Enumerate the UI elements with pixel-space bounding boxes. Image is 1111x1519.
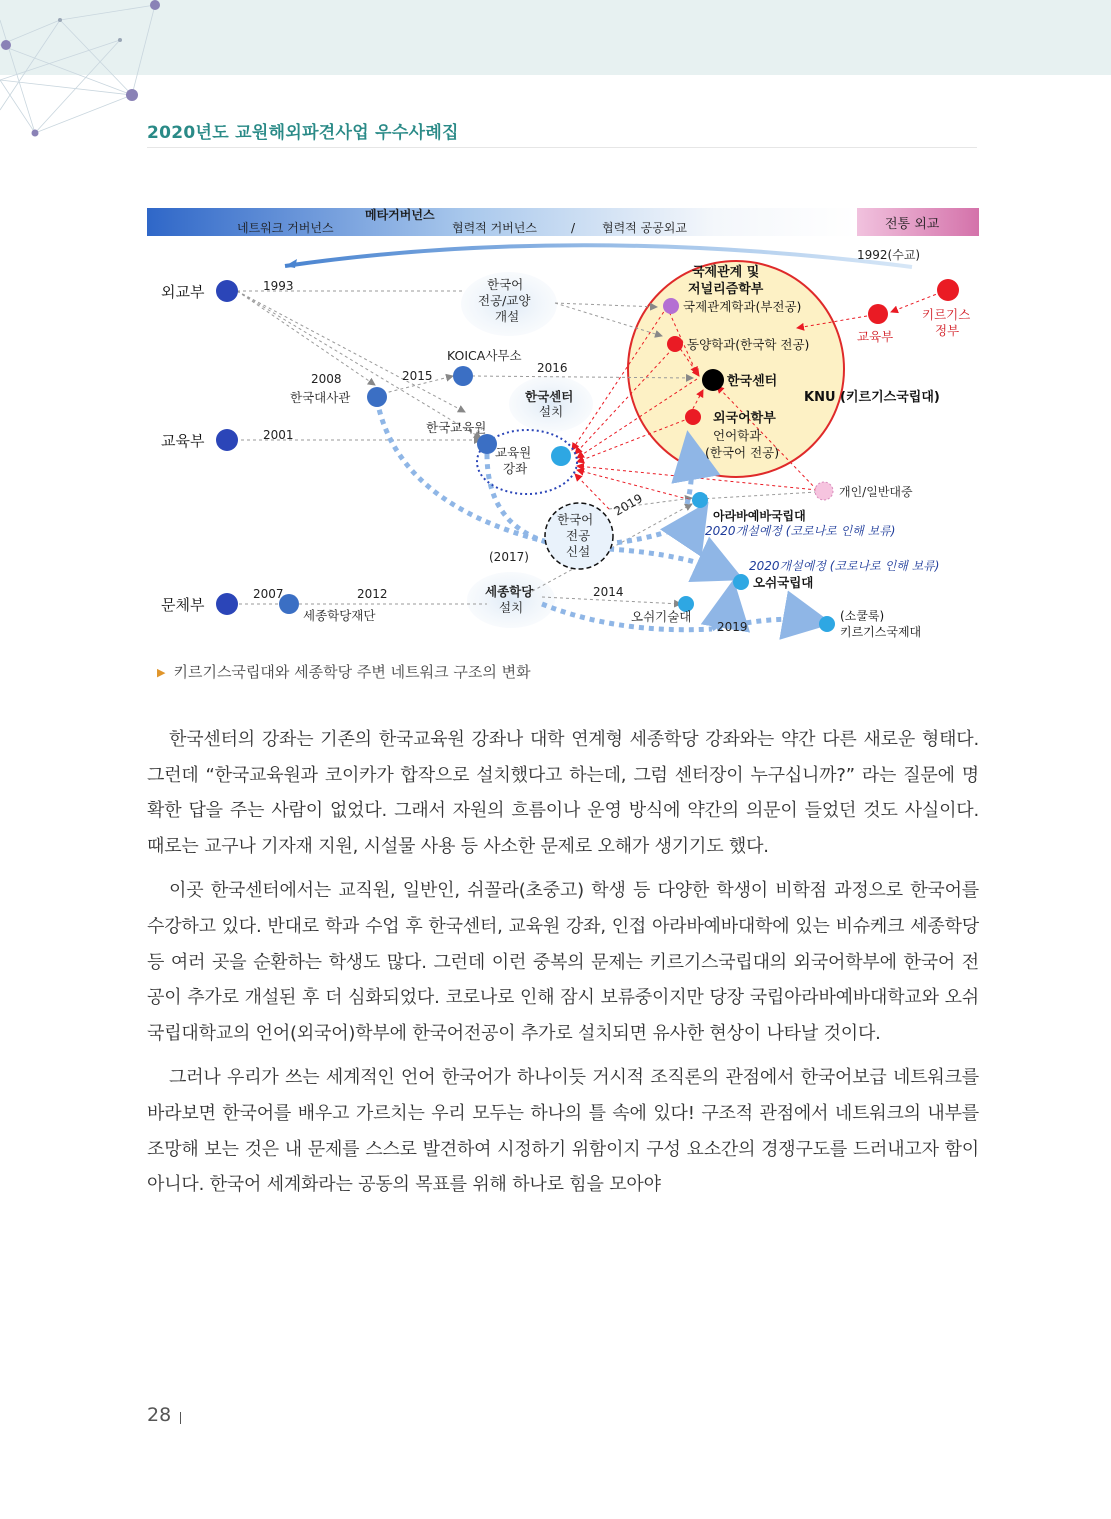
label-kedu: 한국교육원 [426,420,487,435]
label-ir-dept: 국제관계학과(부전공) [683,299,802,314]
label-osh-note: 2020개설예정 (코로나로 인해 보류) [749,559,940,573]
network-diagram [147,204,979,646]
label-new-major-3: 신설 [566,544,591,559]
label-kyrgyz-gov-1: 키르기스 [922,307,971,322]
label-oriental-dept: 동양학과(한국학 전공) [687,337,810,352]
year-2014: 2014 [593,585,624,599]
banner-public-diplomacy: 협력적 공공외교 [602,221,687,235]
banner-network-governance: 네트워크 거버넌스 [237,221,334,235]
banner-slash: / [571,221,576,235]
node-embassy [367,387,387,407]
label-int-univ-2: 키르기스국제대 [840,625,922,639]
label-korea-center: 한국센터 [727,374,778,389]
node-kedu [477,434,497,454]
paragraph: 그러나 우리가 쓰는 세계적인 언어 한국어가 하나이듯 거시적 조직론의 관점에서 한국어보급 네트워크를 바라보면 한국어를 배우고 가르치는 우리 모두는 하나의 틀 속에 있다! 구조적 관점에서 네트워크의 내부를 조망해 보는 것은 내 문제를 스스로 발견하여 시정하기 위함이지 구성 요소간의 경쟁구도를 드러내고자 함이 아니다. 한국어 세계화라는 공동의 목표를 위해 하나로 힘을 모아야 [147,1067,979,1196]
header-title: 2020년도 교원해외파견사업 우수사례집 [147,123,459,143]
node-oriental-dept [667,336,683,352]
label-culture-ministry: 문체부 [161,596,205,614]
label-korean-major-3: 개설 [495,309,520,324]
label-ir-school-1: 국제관계 및 [692,265,760,280]
year-1992: 1992(수교) [857,248,921,262]
label-arabaev: 아라바예바국립대 [713,509,806,523]
year-2012: 2012 [357,587,388,601]
page-number: 28 [147,1404,172,1426]
banner-cooperative-governance: 협력적 거버넌스 [452,221,537,235]
label-kedu-course-2: 강좌 [503,461,528,476]
label-ir-school-2: 저널리즘학부 [688,282,764,297]
label-korean-major-1: 한국어 [487,277,524,292]
caption-text: 키르기스국립대와 세종학당 주변 네트워크 구조의 변화 [173,663,531,681]
label-new-major-1: 한국어 [557,512,594,527]
label-koica: KOICA사무소 [447,348,522,363]
label-embassy: 한국대사관 [290,390,351,405]
label-center-install-2: 설치 [539,404,564,419]
year-2001: 2001 [263,428,294,442]
label-kedu-course-1: 교육원 [495,445,532,460]
year-2019-arabaev: 2019 [611,491,645,519]
year-1993: 1993 [263,279,294,293]
label-lang-dept-1: 언어학과 [713,428,762,443]
label-kyrgyz-gov-2: 정부 [935,323,960,338]
node-korea-center [702,369,724,391]
year-2007: 2007 [253,587,284,601]
node-ir-dept [663,298,679,314]
figure-caption [157,661,531,682]
label-kyrgyz-edu-ministry: 교육부 [857,329,894,344]
node-foreign-ministry [216,280,238,302]
label-korean-major-2: 전공/교양 [478,293,531,308]
year-2019-osh: 2019 [717,620,748,634]
label-sejong-install-2: 설치 [499,600,524,615]
body-text [147,722,979,1212]
caption-triangle-icon: ▶ [157,666,166,679]
banner-traditional-diplomacy: 전통 외교 [885,217,940,232]
node-int-univ [819,616,835,632]
node-kedu-course [551,446,571,466]
node-kyrgyz-gov [937,279,959,301]
banner-meta-governance: 메타거버넌스 [365,208,435,222]
label-foreign-ministry: 외교부 [161,283,205,301]
label-arabaev-note: 2020개설예정 (코로나로 인해 보류) [705,524,896,538]
node-koica [453,366,473,386]
paragraph: 이곳 한국센터에서는 교직원, 일반인, 쉬꼴라(초중고) 학생 등 다양한 학생이 비학점 과정으로 한국어를 수강하고 있다. 반대로 학과 수업 후 한국센터, 교육원 강좌, 인접 아라바예바대학에 있는 비슈케크 세종학당 등 여러 곳을 순환하는 학생도 많다. 그런데 이런 중복의 문제는 키르기스국립대의 외국어학부에 한국어 전공이 추가로 개설된 후 더 심화되었다. 코로나로 인해 잠시 보류중이지만 당장 국립아라바예바대학교와 오쉬국립대학교의 언어(외국어)학부에 한국어전공이 추가로 설치되면 유사한 현상이 나타날 것이다. [147,880,979,1044]
diplomacy-arc [285,245,912,267]
node-kyrgyz-edu-ministry [868,304,888,324]
label-foreign-lang-school: 외국어학부 [713,411,776,426]
label-center-install-1: 한국센터 [525,389,574,404]
label-lang-dept-2: (한국어 전공) [705,445,780,460]
node-culture-ministry [216,593,238,615]
label-public: 개인/일반대중 [839,485,913,499]
year-2008: 2008 [311,372,342,386]
label-education-ministry: 교육부 [161,432,205,450]
year-2017: (2017) [489,550,529,564]
page-number-bar [180,1412,181,1424]
node-foreign-lang-school [685,409,701,425]
label-int-univ-1: (소쿨룩) [840,609,885,623]
node-education-ministry [216,429,238,451]
paragraph: 한국센터의 강좌는 기존의 한국교육원 강좌나 대학 연계형 세종학당 강좌와는 약간 다른 새로운 형태다. 그런데 “한국교육원과 코이카가 합작으로 설치했다고 하는데, 그럼 센터장이 누구십니까?” 라는 질문에 명확한 답을 주는 사람이 없었다. 그래서 자원의 흐름이나 운영 방식에 약간의 의문이 들었던 것도 사실이다. 때로는 교구나 기자재 지원, 시설물 사용 등 사소한 문제로 오해가 생기기도 했다. [147,729,979,857]
year-2015: 2015 [402,369,433,383]
label-knu: KNU (키르기스국립대) [804,390,940,405]
label-osh-tech: 오쉬기술대 [631,609,692,624]
node-public [815,482,833,500]
node-arabaev [692,492,708,508]
label-new-major-2: 전공 [566,528,591,543]
header-divider [147,147,977,148]
label-sejong-foundation: 세종학당재단 [303,608,376,623]
node-osh-univ [733,574,749,590]
label-sejong-install-1: 세종학당 [485,584,534,599]
year-2016: 2016 [537,361,568,375]
label-osh-univ: 오쉬국립대 [753,575,814,590]
